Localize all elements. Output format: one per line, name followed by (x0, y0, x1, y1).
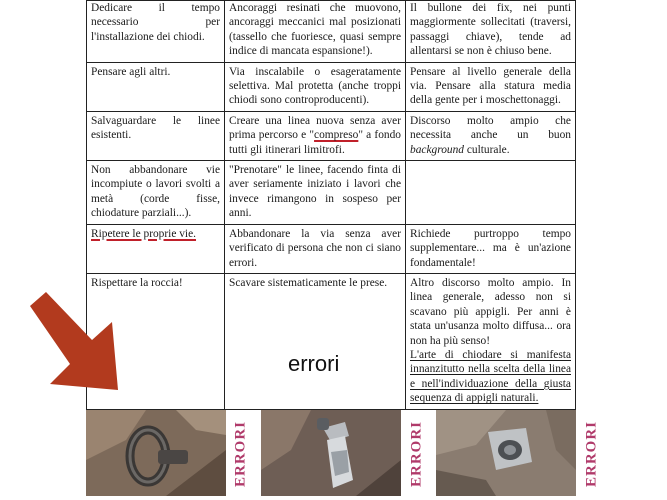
cell-error: Ancoraggi resinati che muovono, ancoraggi meccanici mal posizionati (tassello che fuoriesce, quasi sempre indice di mancata espansione!). (225, 1, 406, 63)
cell-rule: Salvaguardare le linee esistenti. (87, 111, 225, 160)
cell-error: Abbandonare la via senza aver verificato di persona che non ci siano errori. (225, 224, 406, 273)
side-label-text: ERRORI (583, 420, 600, 488)
cell-rule: Dedicare il tempo necessario per l'installazione dei chiodi. (87, 1, 225, 63)
photo-rusty-ring (86, 410, 226, 496)
cell-rule: Non abbandonare vie incompiute o lavori svolti a metà (corde fisse, chiodature parziali...). (87, 161, 225, 225)
caption: errori (288, 351, 340, 376)
photo-plate-hanger (436, 410, 576, 496)
cell-text: Creare una linea nuova senza aver prima percorso e " (229, 114, 401, 142)
cell-text: Altro discorso molto ampio. In linea generale, adesso non si scavano più appigli. Per anni è stata un'usanza molto diffusa... ora non ha più senso! (410, 276, 571, 347)
table-row (87, 161, 576, 225)
side-label-text: ERRORI (232, 420, 249, 488)
cell-error: Via inscalabile o esageratamente selettiva. Mal protetta (anche troppi chiodi sono controproducenti). (225, 62, 406, 111)
cell-note (406, 111, 576, 160)
cell-text: culturale. (464, 143, 510, 156)
underlined-rule: Ripetere le proprie vie. (91, 227, 197, 240)
underlined-note: L'arte di chiodare si manifesta innanzitutto nella scelta della linea e nell'individuazione della giusta sequenza di appigli naturali. (410, 348, 571, 405)
cell-rule: Pensare agli altri. (87, 62, 225, 111)
side-label (408, 412, 426, 496)
underlined-word: compreso (314, 129, 359, 142)
table-row (87, 62, 576, 111)
cell-note (406, 161, 576, 225)
cell-rule (87, 224, 225, 273)
italic-word: background (410, 143, 464, 156)
cell-note: Pensare al livello generale della via. Pensare alla statura media della gente per i moschettonaggi. (406, 62, 576, 111)
table-row (87, 111, 576, 160)
cell-note: Il bullone dei fix, nei punti maggiormente sollecitati (traversi, passaggi chiave), tende ad allentarsi se non è chiuso bene. (406, 1, 576, 63)
table-row (87, 1, 576, 63)
photo-hanger-bolt (261, 410, 401, 496)
table-row (87, 224, 576, 273)
side-label (583, 412, 601, 496)
cell-error (225, 111, 406, 160)
cell-note (406, 273, 576, 409)
cell-error: Scavare sistematicamente le prese. (225, 273, 406, 409)
cell-note: Richiede purtroppo tempo supplementare... ma è un'azione fondamentale! (406, 224, 576, 273)
side-label (232, 412, 250, 496)
side-label-text: ERRORI (408, 420, 425, 488)
cell-rule: Rispettare la roccia! (87, 273, 225, 409)
cell-text: Discorso molto ampio che necessita anche un buon (410, 114, 571, 142)
cell-error: "Prenotare" le linee, facendo finta di aver seriamente iniziato i lavori che invece rimangono in sospeso per anni. (225, 161, 406, 225)
cell-text: " a fondo tutti gli itinerari limitrofi. (229, 129, 401, 156)
arrow-icon (20, 288, 170, 400)
